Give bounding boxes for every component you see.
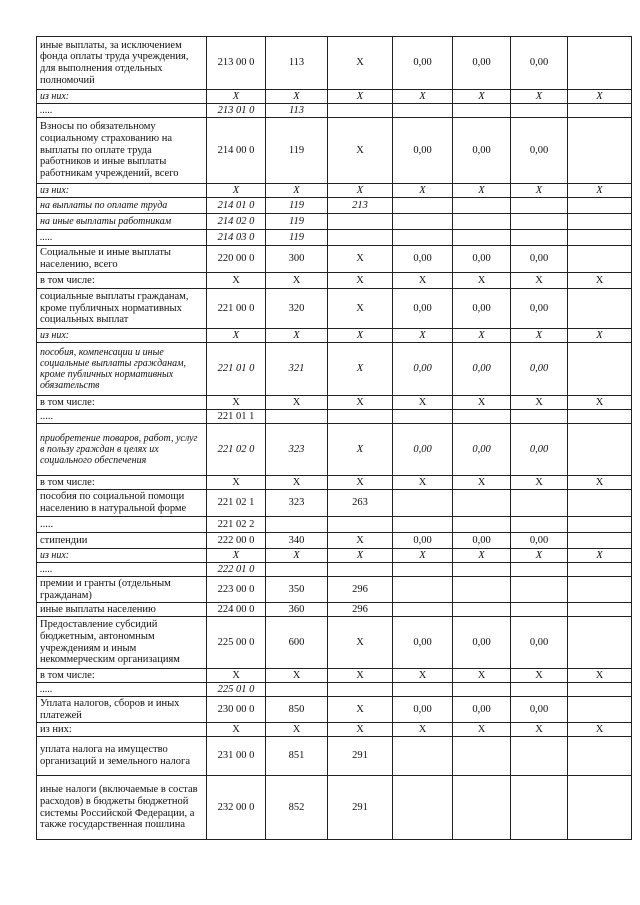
line-code-cell: 221 02 1	[207, 490, 266, 517]
year3-amount-cell	[511, 410, 568, 424]
table-row	[37, 343, 632, 396]
extra-amount-cell	[568, 490, 632, 517]
kosgu-code-cell	[328, 683, 393, 697]
year3-amount-cell: 0,00	[511, 424, 568, 476]
table-row	[37, 184, 632, 198]
year1-amount-cell: X	[393, 90, 453, 104]
line-name-cell: уплата налога на имущество организаций и земельного налога	[37, 737, 207, 776]
year1-amount-cell	[393, 410, 453, 424]
extra-amount-cell	[568, 214, 632, 230]
kvr-code-cell: X	[266, 669, 328, 683]
line-name-cell: из них:	[37, 329, 207, 343]
kvr-code-cell: 360	[266, 603, 328, 617]
kosgu-code-cell: X	[328, 118, 393, 184]
year2-amount-cell: 0,00	[453, 533, 511, 549]
line-name-cell: социальные выплаты гражданам, кроме публичных нормативных социальных выплат	[37, 289, 207, 329]
year2-amount-cell	[453, 517, 511, 533]
table-row	[37, 723, 632, 737]
year2-amount-cell	[453, 214, 511, 230]
year3-amount-cell: 0,00	[511, 343, 568, 396]
table-row	[37, 617, 632, 669]
table-row	[37, 697, 632, 723]
line-code-cell: 214 01 0	[207, 198, 266, 214]
extra-amount-cell	[568, 577, 632, 603]
extra-amount-cell	[568, 198, 632, 214]
kvr-code-cell: 300	[266, 246, 328, 273]
kvr-code-cell: X	[266, 396, 328, 410]
line-code-cell: X	[207, 669, 266, 683]
year1-amount-cell: X	[393, 396, 453, 410]
year1-amount-cell: X	[393, 549, 453, 563]
extra-amount-cell: X	[568, 184, 632, 198]
line-code-cell: 231 00 0	[207, 737, 266, 776]
line-name-cell: .....	[37, 104, 207, 118]
table-row	[37, 776, 632, 840]
year1-amount-cell: 0,00	[393, 343, 453, 396]
year3-amount-cell: X	[511, 669, 568, 683]
kosgu-code-cell: X	[328, 549, 393, 563]
kvr-code-cell: 323	[266, 490, 328, 517]
line-code-cell: X	[207, 184, 266, 198]
kvr-code-cell: X	[266, 329, 328, 343]
year1-amount-cell: 0,00	[393, 289, 453, 329]
extra-amount-cell	[568, 104, 632, 118]
year2-amount-cell: 0,00	[453, 246, 511, 273]
kosgu-code-cell: X	[328, 533, 393, 549]
extra-amount-cell	[568, 246, 632, 273]
year2-amount-cell: X	[453, 476, 511, 490]
year1-amount-cell	[393, 563, 453, 577]
year2-amount-cell	[453, 603, 511, 617]
year1-amount-cell	[393, 198, 453, 214]
table-row	[37, 104, 632, 118]
table-row	[37, 329, 632, 343]
extra-amount-cell	[568, 118, 632, 184]
line-name-cell: из них:	[37, 723, 207, 737]
year3-amount-cell	[511, 198, 568, 214]
table-row	[37, 289, 632, 329]
table-row	[37, 118, 632, 184]
kosgu-code-cell: X	[328, 90, 393, 104]
year2-amount-cell	[453, 563, 511, 577]
year1-amount-cell	[393, 517, 453, 533]
extra-amount-cell	[568, 683, 632, 697]
table-row	[37, 37, 632, 90]
extra-amount-cell	[568, 533, 632, 549]
year3-amount-cell	[511, 517, 568, 533]
table-row	[37, 669, 632, 683]
year3-amount-cell: 0,00	[511, 533, 568, 549]
year2-amount-cell	[453, 198, 511, 214]
kosgu-code-cell	[328, 230, 393, 246]
extra-amount-cell: X	[568, 329, 632, 343]
table-row	[37, 424, 632, 476]
table-row	[37, 603, 632, 617]
kvr-code-cell: 119	[266, 230, 328, 246]
kosgu-code-cell	[328, 517, 393, 533]
kvr-code-cell: X	[266, 723, 328, 737]
line-name-cell: из них:	[37, 90, 207, 104]
table-row	[37, 577, 632, 603]
year3-amount-cell	[511, 776, 568, 840]
line-code-cell: 232 00 0	[207, 776, 266, 840]
year2-amount-cell	[453, 104, 511, 118]
extra-amount-cell	[568, 230, 632, 246]
kosgu-code-cell: X	[328, 246, 393, 273]
year2-amount-cell: X	[453, 184, 511, 198]
line-name-cell: Взносы по обязательному социальному страхованию на выплаты по оплате труда работников и иные выплаты работникам учреждений, всего	[37, 118, 207, 184]
extra-amount-cell	[568, 289, 632, 329]
line-code-cell: X	[207, 90, 266, 104]
kosgu-code-cell: 296	[328, 577, 393, 603]
line-code-cell: 221 00 0	[207, 289, 266, 329]
year3-amount-cell	[511, 563, 568, 577]
year3-amount-cell: X	[511, 476, 568, 490]
year3-amount-cell	[511, 230, 568, 246]
line-code-cell: 213 00 0	[207, 37, 266, 90]
line-name-cell: Социальные и иные выплаты населению, всего	[37, 246, 207, 273]
extra-amount-cell: X	[568, 396, 632, 410]
budget-table-body	[37, 37, 632, 840]
line-name-cell: Уплата налогов, сборов и иных платежей	[37, 697, 207, 723]
line-code-cell: 213 01 0	[207, 104, 266, 118]
extra-amount-cell: X	[568, 90, 632, 104]
line-name-cell: иные выплаты, за исключением фонда оплаты труда учреждения, для выполнения отдельных полномочий	[37, 37, 207, 90]
year1-amount-cell: X	[393, 329, 453, 343]
kosgu-code-cell: X	[328, 329, 393, 343]
year2-amount-cell: 0,00	[453, 37, 511, 90]
kosgu-code-cell	[328, 410, 393, 424]
year2-amount-cell: X	[453, 329, 511, 343]
year1-amount-cell: X	[393, 184, 453, 198]
year2-amount-cell	[453, 776, 511, 840]
kvr-code-cell	[266, 563, 328, 577]
year1-amount-cell	[393, 214, 453, 230]
line-name-cell: пособия, компенсации и иные социальные выплаты гражданам, кроме публичных нормативных обязательств	[37, 343, 207, 396]
year1-amount-cell	[393, 683, 453, 697]
year3-amount-cell: X	[511, 184, 568, 198]
year1-amount-cell	[393, 603, 453, 617]
kvr-code-cell	[266, 683, 328, 697]
kosgu-code-cell: X	[328, 273, 393, 289]
year2-amount-cell: 0,00	[453, 617, 511, 669]
extra-amount-cell	[568, 603, 632, 617]
year3-amount-cell: X	[511, 90, 568, 104]
year1-amount-cell	[393, 737, 453, 776]
table-row	[37, 396, 632, 410]
year3-amount-cell	[511, 490, 568, 517]
year3-amount-cell: 0,00	[511, 617, 568, 669]
table-row	[37, 533, 632, 549]
line-code-cell: 230 00 0	[207, 697, 266, 723]
kvr-code-cell: X	[266, 476, 328, 490]
kosgu-code-cell: X	[328, 723, 393, 737]
extra-amount-cell: X	[568, 476, 632, 490]
extra-amount-cell	[568, 737, 632, 776]
year1-amount-cell: 0,00	[393, 37, 453, 90]
line-name-cell: пособия по социальной помощи населению в натуральной форме	[37, 490, 207, 517]
kvr-code-cell: 323	[266, 424, 328, 476]
year2-amount-cell	[453, 490, 511, 517]
year2-amount-cell: 0,00	[453, 343, 511, 396]
year3-amount-cell	[511, 104, 568, 118]
kvr-code-cell: 350	[266, 577, 328, 603]
extra-amount-cell	[568, 776, 632, 840]
kosgu-code-cell: 291	[328, 776, 393, 840]
year3-amount-cell	[511, 737, 568, 776]
line-name-cell: на иные выплаты работникам	[37, 214, 207, 230]
kvr-code-cell: 321	[266, 343, 328, 396]
extra-amount-cell	[568, 563, 632, 577]
line-code-cell: 220 00 0	[207, 246, 266, 273]
year1-amount-cell: X	[393, 723, 453, 737]
kosgu-code-cell: X	[328, 343, 393, 396]
table-row	[37, 246, 632, 273]
line-code-cell: 224 00 0	[207, 603, 266, 617]
line-name-cell: .....	[37, 683, 207, 697]
line-code-cell: 225 01 0	[207, 683, 266, 697]
year2-amount-cell: 0,00	[453, 118, 511, 184]
line-code-cell: X	[207, 329, 266, 343]
year2-amount-cell	[453, 410, 511, 424]
kvr-code-cell: 113	[266, 104, 328, 118]
kvr-code-cell: X	[266, 273, 328, 289]
kvr-code-cell: X	[266, 90, 328, 104]
year2-amount-cell	[453, 577, 511, 603]
kosgu-code-cell	[328, 214, 393, 230]
year1-amount-cell: 0,00	[393, 246, 453, 273]
line-code-cell: 221 01 1	[207, 410, 266, 424]
line-name-cell: в том числе:	[37, 476, 207, 490]
line-code-cell: X	[207, 476, 266, 490]
kosgu-code-cell: X	[328, 697, 393, 723]
year2-amount-cell	[453, 230, 511, 246]
year1-amount-cell: X	[393, 669, 453, 683]
kosgu-code-cell: X	[328, 669, 393, 683]
extra-amount-cell: X	[568, 549, 632, 563]
table-row	[37, 230, 632, 246]
kvr-code-cell: 119	[266, 118, 328, 184]
year1-amount-cell	[393, 230, 453, 246]
year2-amount-cell: 0,00	[453, 424, 511, 476]
table-row	[37, 198, 632, 214]
kvr-code-cell	[266, 410, 328, 424]
line-name-cell: иные налоги (включаемые в состав расходов) в бюджеты бюджетной системы Российской Федерации, а также государственная пошлина	[37, 776, 207, 840]
kosgu-code-cell: X	[328, 184, 393, 198]
year2-amount-cell: 0,00	[453, 289, 511, 329]
extra-amount-cell	[568, 617, 632, 669]
kvr-code-cell: 851	[266, 737, 328, 776]
line-code-cell: 221 02 2	[207, 517, 266, 533]
line-name-cell: иные выплаты населению	[37, 603, 207, 617]
line-name-cell: премии и гранты (отдельным гражданам)	[37, 577, 207, 603]
kosgu-code-cell: 213	[328, 198, 393, 214]
line-name-cell: приобретение товаров, работ, услуг в пользу граждан в целях их социального обеспечения	[37, 424, 207, 476]
year1-amount-cell	[393, 490, 453, 517]
table-row	[37, 90, 632, 104]
line-code-cell: X	[207, 723, 266, 737]
year3-amount-cell	[511, 577, 568, 603]
year3-amount-cell: X	[511, 549, 568, 563]
kosgu-code-cell: 291	[328, 737, 393, 776]
kosgu-code-cell	[328, 563, 393, 577]
kosgu-code-cell	[328, 104, 393, 118]
year3-amount-cell	[511, 683, 568, 697]
table-row	[37, 563, 632, 577]
year1-amount-cell: 0,00	[393, 617, 453, 669]
year2-amount-cell: X	[453, 669, 511, 683]
year3-amount-cell: X	[511, 329, 568, 343]
table-row	[37, 490, 632, 517]
year2-amount-cell	[453, 683, 511, 697]
kvr-code-cell: 850	[266, 697, 328, 723]
year1-amount-cell: 0,00	[393, 697, 453, 723]
year3-amount-cell	[511, 214, 568, 230]
line-name-cell: .....	[37, 230, 207, 246]
kvr-code-cell: 119	[266, 214, 328, 230]
line-name-cell: в том числе:	[37, 396, 207, 410]
line-code-cell: 221 01 0	[207, 343, 266, 396]
kosgu-code-cell: X	[328, 396, 393, 410]
line-code-cell: 214 02 0	[207, 214, 266, 230]
line-code-cell: 225 00 0	[207, 617, 266, 669]
line-code-cell: 222 01 0	[207, 563, 266, 577]
line-code-cell: 221 02 0	[207, 424, 266, 476]
extra-amount-cell	[568, 424, 632, 476]
year3-amount-cell	[511, 603, 568, 617]
year1-amount-cell: X	[393, 273, 453, 289]
extra-amount-cell	[568, 37, 632, 90]
year1-amount-cell: 0,00	[393, 118, 453, 184]
year1-amount-cell: 0,00	[393, 533, 453, 549]
extra-amount-cell	[568, 517, 632, 533]
kvr-code-cell: 852	[266, 776, 328, 840]
table-row	[37, 517, 632, 533]
table-row	[37, 683, 632, 697]
year2-amount-cell: X	[453, 549, 511, 563]
kosgu-code-cell: X	[328, 424, 393, 476]
line-name-cell: .....	[37, 410, 207, 424]
extra-amount-cell: X	[568, 273, 632, 289]
table-row	[37, 273, 632, 289]
line-name-cell: из них:	[37, 549, 207, 563]
kvr-code-cell	[266, 517, 328, 533]
kvr-code-cell: 119	[266, 198, 328, 214]
line-code-cell: X	[207, 396, 266, 410]
year3-amount-cell: X	[511, 396, 568, 410]
year1-amount-cell	[393, 577, 453, 603]
year2-amount-cell: 0,00	[453, 697, 511, 723]
line-name-cell: .....	[37, 517, 207, 533]
line-name-cell: в том числе:	[37, 273, 207, 289]
table-row	[37, 410, 632, 424]
year3-amount-cell: X	[511, 273, 568, 289]
line-code-cell: 223 00 0	[207, 577, 266, 603]
line-code-cell: X	[207, 549, 266, 563]
extra-amount-cell	[568, 343, 632, 396]
year2-amount-cell: X	[453, 396, 511, 410]
year3-amount-cell: 0,00	[511, 246, 568, 273]
kvr-code-cell: X	[266, 549, 328, 563]
table-row	[37, 214, 632, 230]
year3-amount-cell: 0,00	[511, 37, 568, 90]
line-name-cell: в том числе:	[37, 669, 207, 683]
year2-amount-cell: X	[453, 90, 511, 104]
kvr-code-cell: 320	[266, 289, 328, 329]
year2-amount-cell: X	[453, 723, 511, 737]
year1-amount-cell	[393, 104, 453, 118]
kosgu-code-cell: X	[328, 617, 393, 669]
line-code-cell: 214 00 0	[207, 118, 266, 184]
year2-amount-cell: X	[453, 273, 511, 289]
line-name-cell: из них:	[37, 184, 207, 198]
year1-amount-cell	[393, 776, 453, 840]
line-name-cell: Предоставление субсидий бюджетным, автономным учреждениям и иным некоммерческим организациям	[37, 617, 207, 669]
line-name-cell: .....	[37, 563, 207, 577]
extra-amount-cell: X	[568, 669, 632, 683]
kvr-code-cell: 340	[266, 533, 328, 549]
year3-amount-cell: 0,00	[511, 289, 568, 329]
table-row	[37, 737, 632, 776]
kvr-code-cell: X	[266, 184, 328, 198]
kosgu-code-cell: X	[328, 289, 393, 329]
line-code-cell: X	[207, 273, 266, 289]
kvr-code-cell: 113	[266, 37, 328, 90]
kosgu-code-cell: 296	[328, 603, 393, 617]
year1-amount-cell: 0,00	[393, 424, 453, 476]
kvr-code-cell: 600	[266, 617, 328, 669]
extra-amount-cell	[568, 410, 632, 424]
year2-amount-cell	[453, 737, 511, 776]
extra-amount-cell	[568, 697, 632, 723]
year3-amount-cell: X	[511, 723, 568, 737]
kosgu-code-cell: X	[328, 476, 393, 490]
budget-table	[36, 36, 632, 840]
line-name-cell: на выплаты по оплате труда	[37, 198, 207, 214]
extra-amount-cell: X	[568, 723, 632, 737]
year3-amount-cell: 0,00	[511, 697, 568, 723]
line-name-cell: стипендии	[37, 533, 207, 549]
line-code-cell: 222 00 0	[207, 533, 266, 549]
line-code-cell: 214 03 0	[207, 230, 266, 246]
year3-amount-cell: 0,00	[511, 118, 568, 184]
kosgu-code-cell: X	[328, 37, 393, 90]
table-row	[37, 549, 632, 563]
kosgu-code-cell: 263	[328, 490, 393, 517]
table-row	[37, 476, 632, 490]
year1-amount-cell: X	[393, 476, 453, 490]
